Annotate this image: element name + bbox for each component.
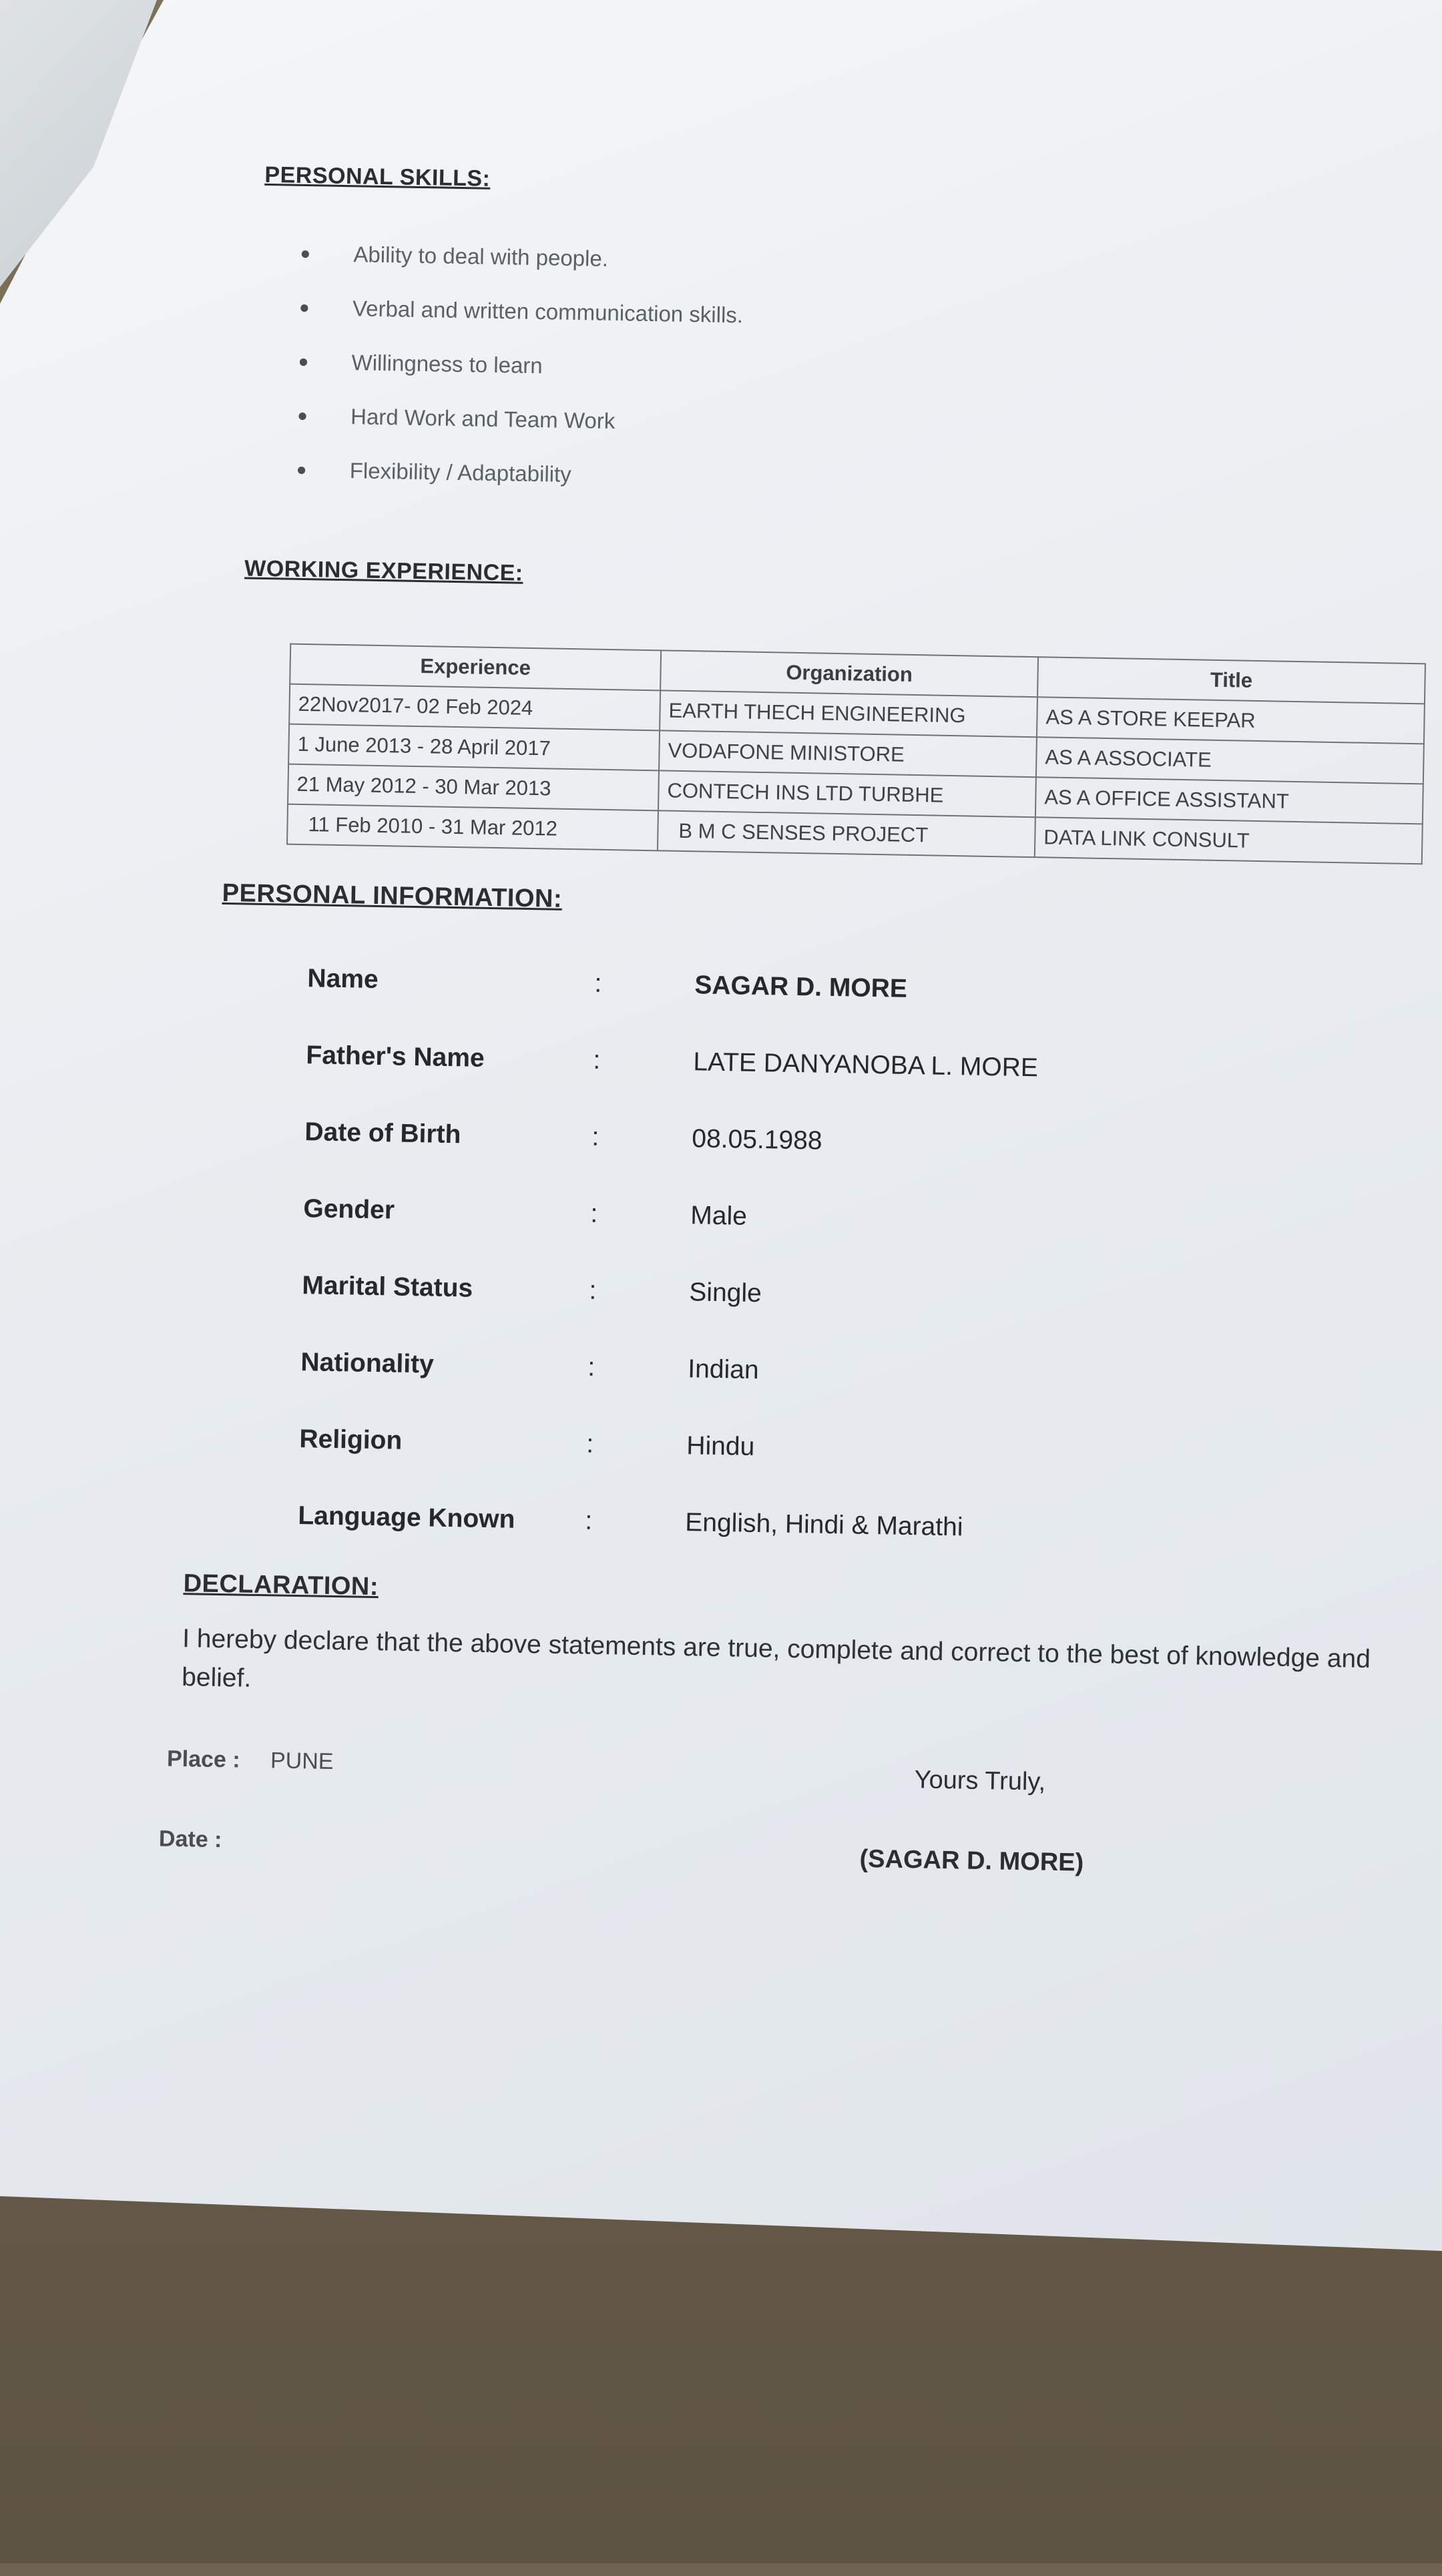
organization-name: EARTH THECH ENGINEERING <box>660 690 1037 737</box>
bullet-icon: ● <box>298 350 309 372</box>
place-value: PUNE <box>270 1748 334 1775</box>
experience-period: 22Nov2017- 02 Feb 2024 <box>289 684 660 731</box>
bullet-icon: ● <box>296 459 307 480</box>
info-separator: : <box>586 1429 594 1459</box>
job-title: AS A OFFICE ASSISTANT <box>1035 777 1423 824</box>
personal-skills-heading: PERSONAL SKILLS: <box>264 162 491 192</box>
info-separator: : <box>587 1352 595 1382</box>
skill-text: Flexibility / Adaptability <box>349 457 572 487</box>
info-label: Religion <box>299 1425 403 1455</box>
declaration-text: I hereby declare that the above statements are true, complete and correct to the best of knowledge and belief. <box>181 1624 1371 1693</box>
working-experience-heading: WORKING EXPERIENCE: <box>244 555 524 586</box>
info-separator: : <box>593 1045 601 1075</box>
info-separator: : <box>591 1122 599 1151</box>
personal-skills-list <box>296 226 744 505</box>
experience-period: 1 June 2013 - 28 April 2017 <box>288 724 660 771</box>
organization-name: B M C SENSES PROJECT <box>658 810 1035 857</box>
skill-text: Verbal and written communication skills. <box>352 295 744 327</box>
info-value: SAGAR D. MORE <box>694 971 908 1003</box>
skill-text: Hard Work and Team Work <box>350 403 616 433</box>
info-separator: : <box>589 1276 597 1305</box>
info-row-gender <box>303 1194 1172 1250</box>
info-row-religion <box>299 1425 1168 1480</box>
place-label: Place : <box>166 1746 241 1773</box>
info-row-nationality <box>300 1348 1169 1403</box>
info-label: Gender <box>303 1194 395 1225</box>
column-header-title: Title <box>1037 657 1425 704</box>
info-row-name <box>307 964 1176 1019</box>
skill-text: Ability to deal with people. <box>353 241 609 271</box>
date-label: Date : <box>158 1826 222 1853</box>
skill-text: Willingness to learn <box>351 349 543 378</box>
experience-table <box>286 643 1426 865</box>
info-label: Marital Status <box>302 1271 473 1303</box>
personal-information-heading: PERSONAL INFORMATION: <box>222 878 563 913</box>
bullet-icon: ● <box>298 296 310 318</box>
info-value: 08.05.1988 <box>692 1124 822 1155</box>
experience-period: 21 May 2012 - 30 Mar 2013 <box>288 764 659 811</box>
job-title: DATA LINK CONSULT <box>1035 817 1423 864</box>
skill-item <box>296 443 740 505</box>
info-label: Language Known <box>298 1501 515 1534</box>
info-value: English, Hindi & Marathi <box>684 1508 963 1542</box>
info-row-date-of-birth <box>304 1117 1173 1173</box>
organization-name: VODAFONE MINISTORE <box>659 730 1037 777</box>
column-header-organization: Organization <box>660 650 1038 697</box>
skill-item <box>300 226 744 288</box>
info-label: Name <box>307 964 379 995</box>
declaration-heading: DECLARATION: <box>183 1569 379 1601</box>
organization-name: CONTECH INS LTD TURBHE <box>658 770 1036 817</box>
bullet-icon: ● <box>300 242 311 264</box>
info-row-marital-status <box>302 1271 1170 1326</box>
info-label: Date of Birth <box>304 1117 461 1149</box>
signature-name: (SAGAR D. MORE) <box>859 1844 1084 1877</box>
closing-text: Yours Truly, <box>914 1766 1046 1796</box>
bullet-icon: ● <box>296 405 308 426</box>
info-value: Indian <box>688 1354 760 1385</box>
skill-item <box>297 389 742 451</box>
info-separator: : <box>590 1199 598 1228</box>
column-header-experience: Experience <box>290 644 661 691</box>
info-value: Hindu <box>686 1431 755 1461</box>
experience-period: 11 Feb 2010 - 31 Mar 2012 <box>287 804 658 851</box>
info-value: Male <box>690 1201 748 1231</box>
job-title: AS A ASSOCIATE <box>1036 737 1424 784</box>
info-label: Father's Name <box>306 1041 485 1073</box>
info-value: LATE DANYANOBA L. MORE <box>693 1047 1039 1083</box>
info-separator: : <box>594 969 602 998</box>
skill-item <box>298 280 743 342</box>
info-value: Single <box>689 1278 762 1308</box>
info-row-fathers-name <box>306 1041 1174 1096</box>
info-label: Nationality <box>300 1348 435 1379</box>
job-title: AS A STORE KEEPAR <box>1037 697 1425 744</box>
skill-item <box>298 334 742 397</box>
info-row-language-known <box>298 1501 1166 1557</box>
info-separator: : <box>585 1506 593 1535</box>
